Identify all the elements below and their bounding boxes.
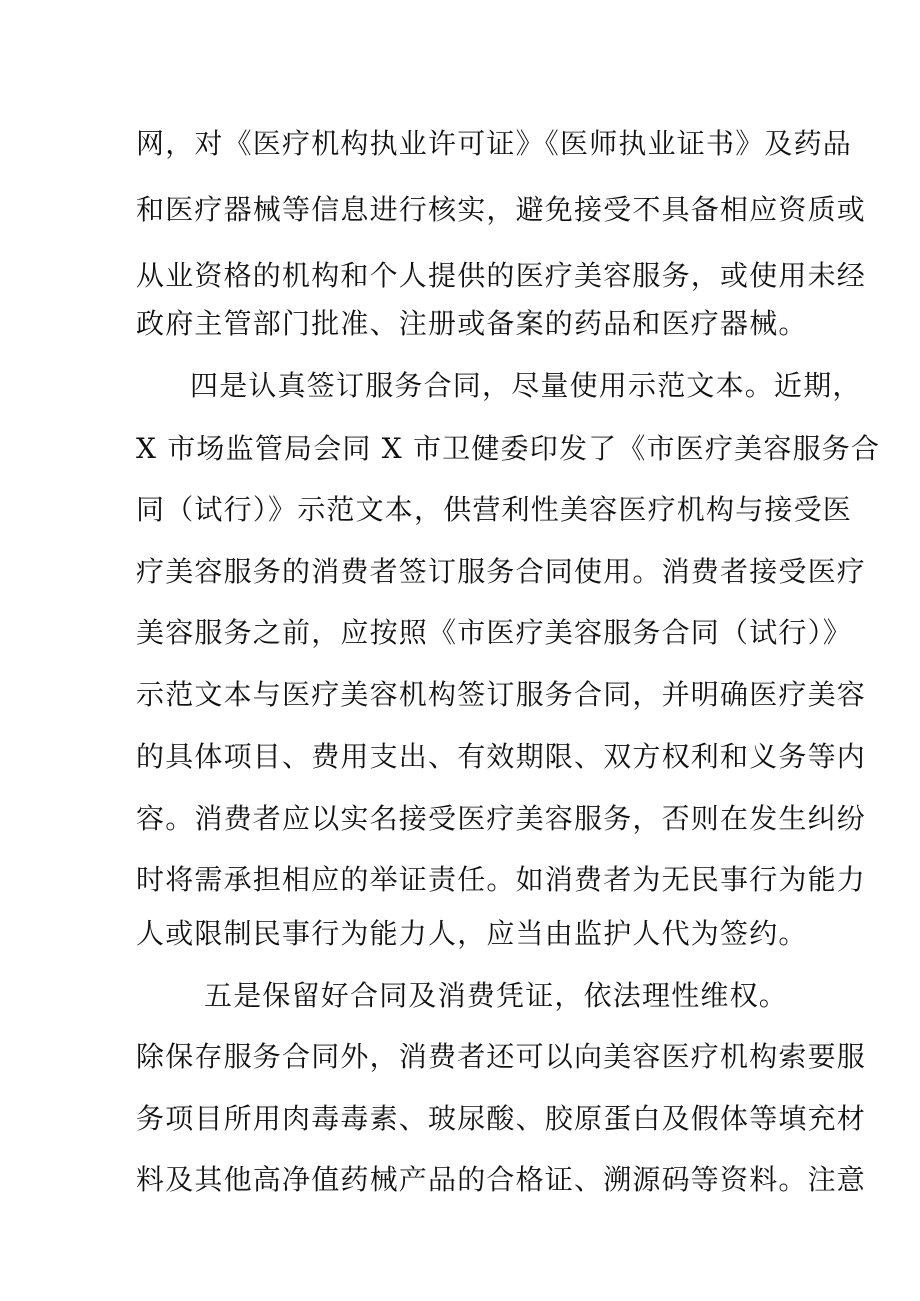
paragraph-line: 容。消费者应以实名接受医疗美容服务，否则在发生纠纷 — [136, 802, 867, 835]
paragraph-line: 除保存服务合同外，消费者还可以向美容医疗机构索要服 — [136, 1040, 867, 1073]
paragraph-line: 的具体项目、费用支出、有效期限、双方权利和义务等内 — [136, 740, 867, 773]
paragraph-line: 时将需承担相应的举证责任。如消费者为无民事行为能力 — [136, 863, 867, 896]
paragraph-line: 网，对《医疗机构执业许可证》《医师执业证书》及药品 — [136, 127, 853, 160]
paragraph-line: 料及其他高净值药械产品的合格证、溯源码等资料。注意 — [136, 1163, 867, 1196]
paragraph-line: 务项目所用肉毒毒素、玻尿酸、胶原蛋白及假体等填充材 — [136, 1102, 867, 1135]
paragraph-line: X 市场监管局会同 X 市卫健委印发了《市医疗美容服务合 — [136, 432, 881, 465]
paragraph-line: 示范文本与医疗美容机构签订服务合同，并明确医疗美容 — [136, 678, 867, 711]
paragraph-line: 四是认真签订服务合同，尽量使用示范文本。近期， — [190, 369, 862, 402]
paragraph-line: 美容服务之前，应按照《市医疗美容服务合同（试行）》 — [136, 616, 853, 649]
paragraph-line: 政府主管部门批准、注册或备案的药品和医疗器械。 — [136, 307, 808, 340]
paragraph-line: 疗美容服务的消费者签订服务合同使用。消费者接受医疗 — [136, 555, 867, 588]
paragraph-line: 五是保留好合同及消费凭证，依法理性维权。 — [204, 979, 789, 1012]
paragraph-line: 人或限制民事行为能力人，应当由监护人代为签约。 — [136, 917, 808, 950]
paragraph-line: 从业资格的机构和个人提供的医疗美容服务，或使用未经 — [136, 259, 867, 292]
paragraph-line: 同（试行）》示范文本，供营利性美容医疗机构与接受医 — [136, 493, 853, 526]
paragraph-line: 和医疗器械等信息进行核实，避免接受不具备相应资质或 — [136, 193, 867, 226]
